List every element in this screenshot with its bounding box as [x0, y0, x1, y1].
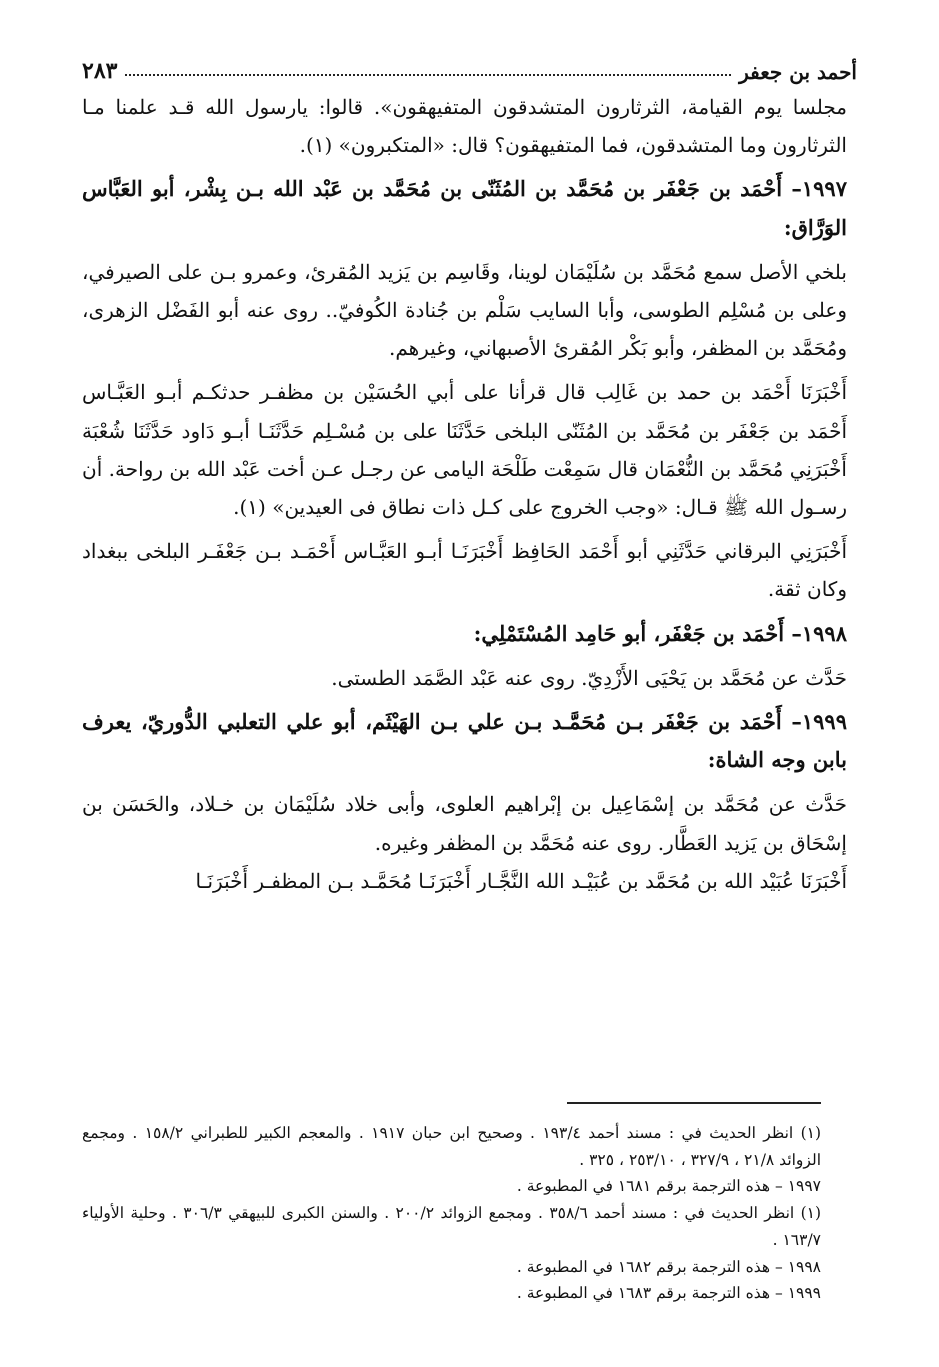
- paragraph: مجلسا يوم القيامة، الثرثارون المتشدقون المتفيهقون». قالوا: يارسول الله قـد علمنا مـا الثرثارون وما المتشدقون، فما المتفيهقون؟ قال: «المتكبرون» (١).: [82, 95, 847, 158]
- footnote: ١٩٩٧ – هذه الترجمة برقم ١٦٨١ في المطبوعة .: [516, 1177, 821, 1196]
- running-header: [82, 44, 857, 84]
- paragraph: أَخْبَرَنَا أَحْمَد بن حمد بن غَالِب قال قرأنا على أبي الحُسَيْن بن مظفـر حدثكـم أبـو العَبَّـاس أَحْمَد بن جَعْفَر بن مُحَمَّد بن المُثَنّى البلخى حَدَّثَنَا على بن مُسْـلِم حَدَّثَنَـا أبـو دَاود حَدَّثَنَا شُعْبَة أَخْبَرَنِي مُحَمَّد بن النُّعْمَان قال سَمِعْت طَلْحَة اليامى عن رجـل عـن أخت عَبْد الله بن رواحة. أن رسـول الله ﷺ قـال: «وجب الخروج على كـل ذات نطاق فى العيدين» (١).: [82, 380, 847, 520]
- entry-heading-1997: ١٩٩٧– أَحْمَد بن جَعْفَر بن مُحَمَّد بن المُثَنّى بن مُحَمَّد بن عَبْد الله بـن بِشْر، أبو العَبَّاس الوَرَّاق:: [82, 176, 847, 240]
- paragraph: حَدَّث عن مُحَمَّد بن إسْمَاعِيل بن إبْراهيم العلوى، وأبى خلاد سُلَيْمَان بن خـلاد، والحَسَن بن إسْحَاق بن يَزيد العَطَّار. روى عنه مُحَمَّد بن المظفر وغيره.: [82, 792, 847, 855]
- footnote: (١) انظر الحديث في : مسند أحمد ١٩٣/٤ . وصحيح ابن حبان ١٩١٧ . والمعجم الكبير للطبراني ١٥٨/٢ . ومجمع الزوائد ٢١/٨ ، ٣٢٧/٩ ، ٢٥٣/١٠ ، ٣٢٥ .: [82, 1124, 822, 1169]
- page-number: ٢٨٣: [82, 58, 118, 84]
- paragraph: حَدَّث عن مُحَمَّد بن يَحْيَى الأَزْدِيّ. روى عنه عَبْد الصَّمَد الطستى.: [331, 665, 847, 690]
- main-text: [82, 88, 847, 900]
- entry-heading-1999: ١٩٩٩– أَحْمَد بن جَعْفَر بـن مُحَمَّـد بـن علي بـن الهَيْثَم، أبو علي التعلبي الدُّوريّ، يعرف بابن وجه الشاة:: [82, 709, 847, 773]
- dot-leader: [125, 74, 731, 76]
- paragraph: أَخْبَرَنِي البرقاني حَدَّثَنِي أبو أَحْمَد الحَافِظ أَخْبَرَنَـا أبـو العَبَّـاس أَحْمَـد بـن جَعْفَـر البلخى ببغداد وكان ثقة.: [82, 539, 847, 602]
- footnote: ١٩٩٨ – هذه الترجمة برقم ١٦٨٢ في المطبوعة .: [516, 1257, 821, 1276]
- running-title: أحمد بن جعفر: [739, 60, 857, 84]
- footnote-separator: [567, 1102, 821, 1104]
- entry-heading-1998: ١٩٩٨– أَحْمَد بن جَعْفَر، أبو حَامِد المُسْتَمْلِي:: [473, 620, 847, 646]
- paragraph: بلخي الأصل سمع مُحَمَّد بن سُلَيْمَان لوينا، وقَاسِم بن يَزيد المُقرئ، وعمرو بـن على الصيرفي، وعلى بن مُسْلِم الطوسى، وأبا السايب سَلْم بن جُنادة الكُوفيّ.. روى عنه أبو الفَضْل الزهرى، ومُحَمَّد بن المظفر، وأبو بَكْر المُقرئ الأصبهاني، وغيرهم.: [82, 259, 847, 361]
- paragraph: أَخْبَرَنَا عُبَيْد الله بن مُحَمَّد بن عُبَيْـد الله النَّجَّـار أَخْبَرَنَـا مُحَمَّـد بـن المظفـر أَخْبَرَنَـا: [195, 868, 847, 893]
- footnote: ١٩٩٩ – هذه الترجمة برقم ١٦٨٣ في المطبوعة .: [516, 1284, 821, 1303]
- footnote: (١) انظر الحديث في : مسند أحمد ٣٥٨/٦ . ومجمع الزوائد ٢٠٠/٢ . والسنن الكبرى للبيهقي ٣٠٦/٣ . وحلية الأولياء ١٦٣/٧ .: [82, 1204, 822, 1249]
- footnotes: [82, 1120, 821, 1307]
